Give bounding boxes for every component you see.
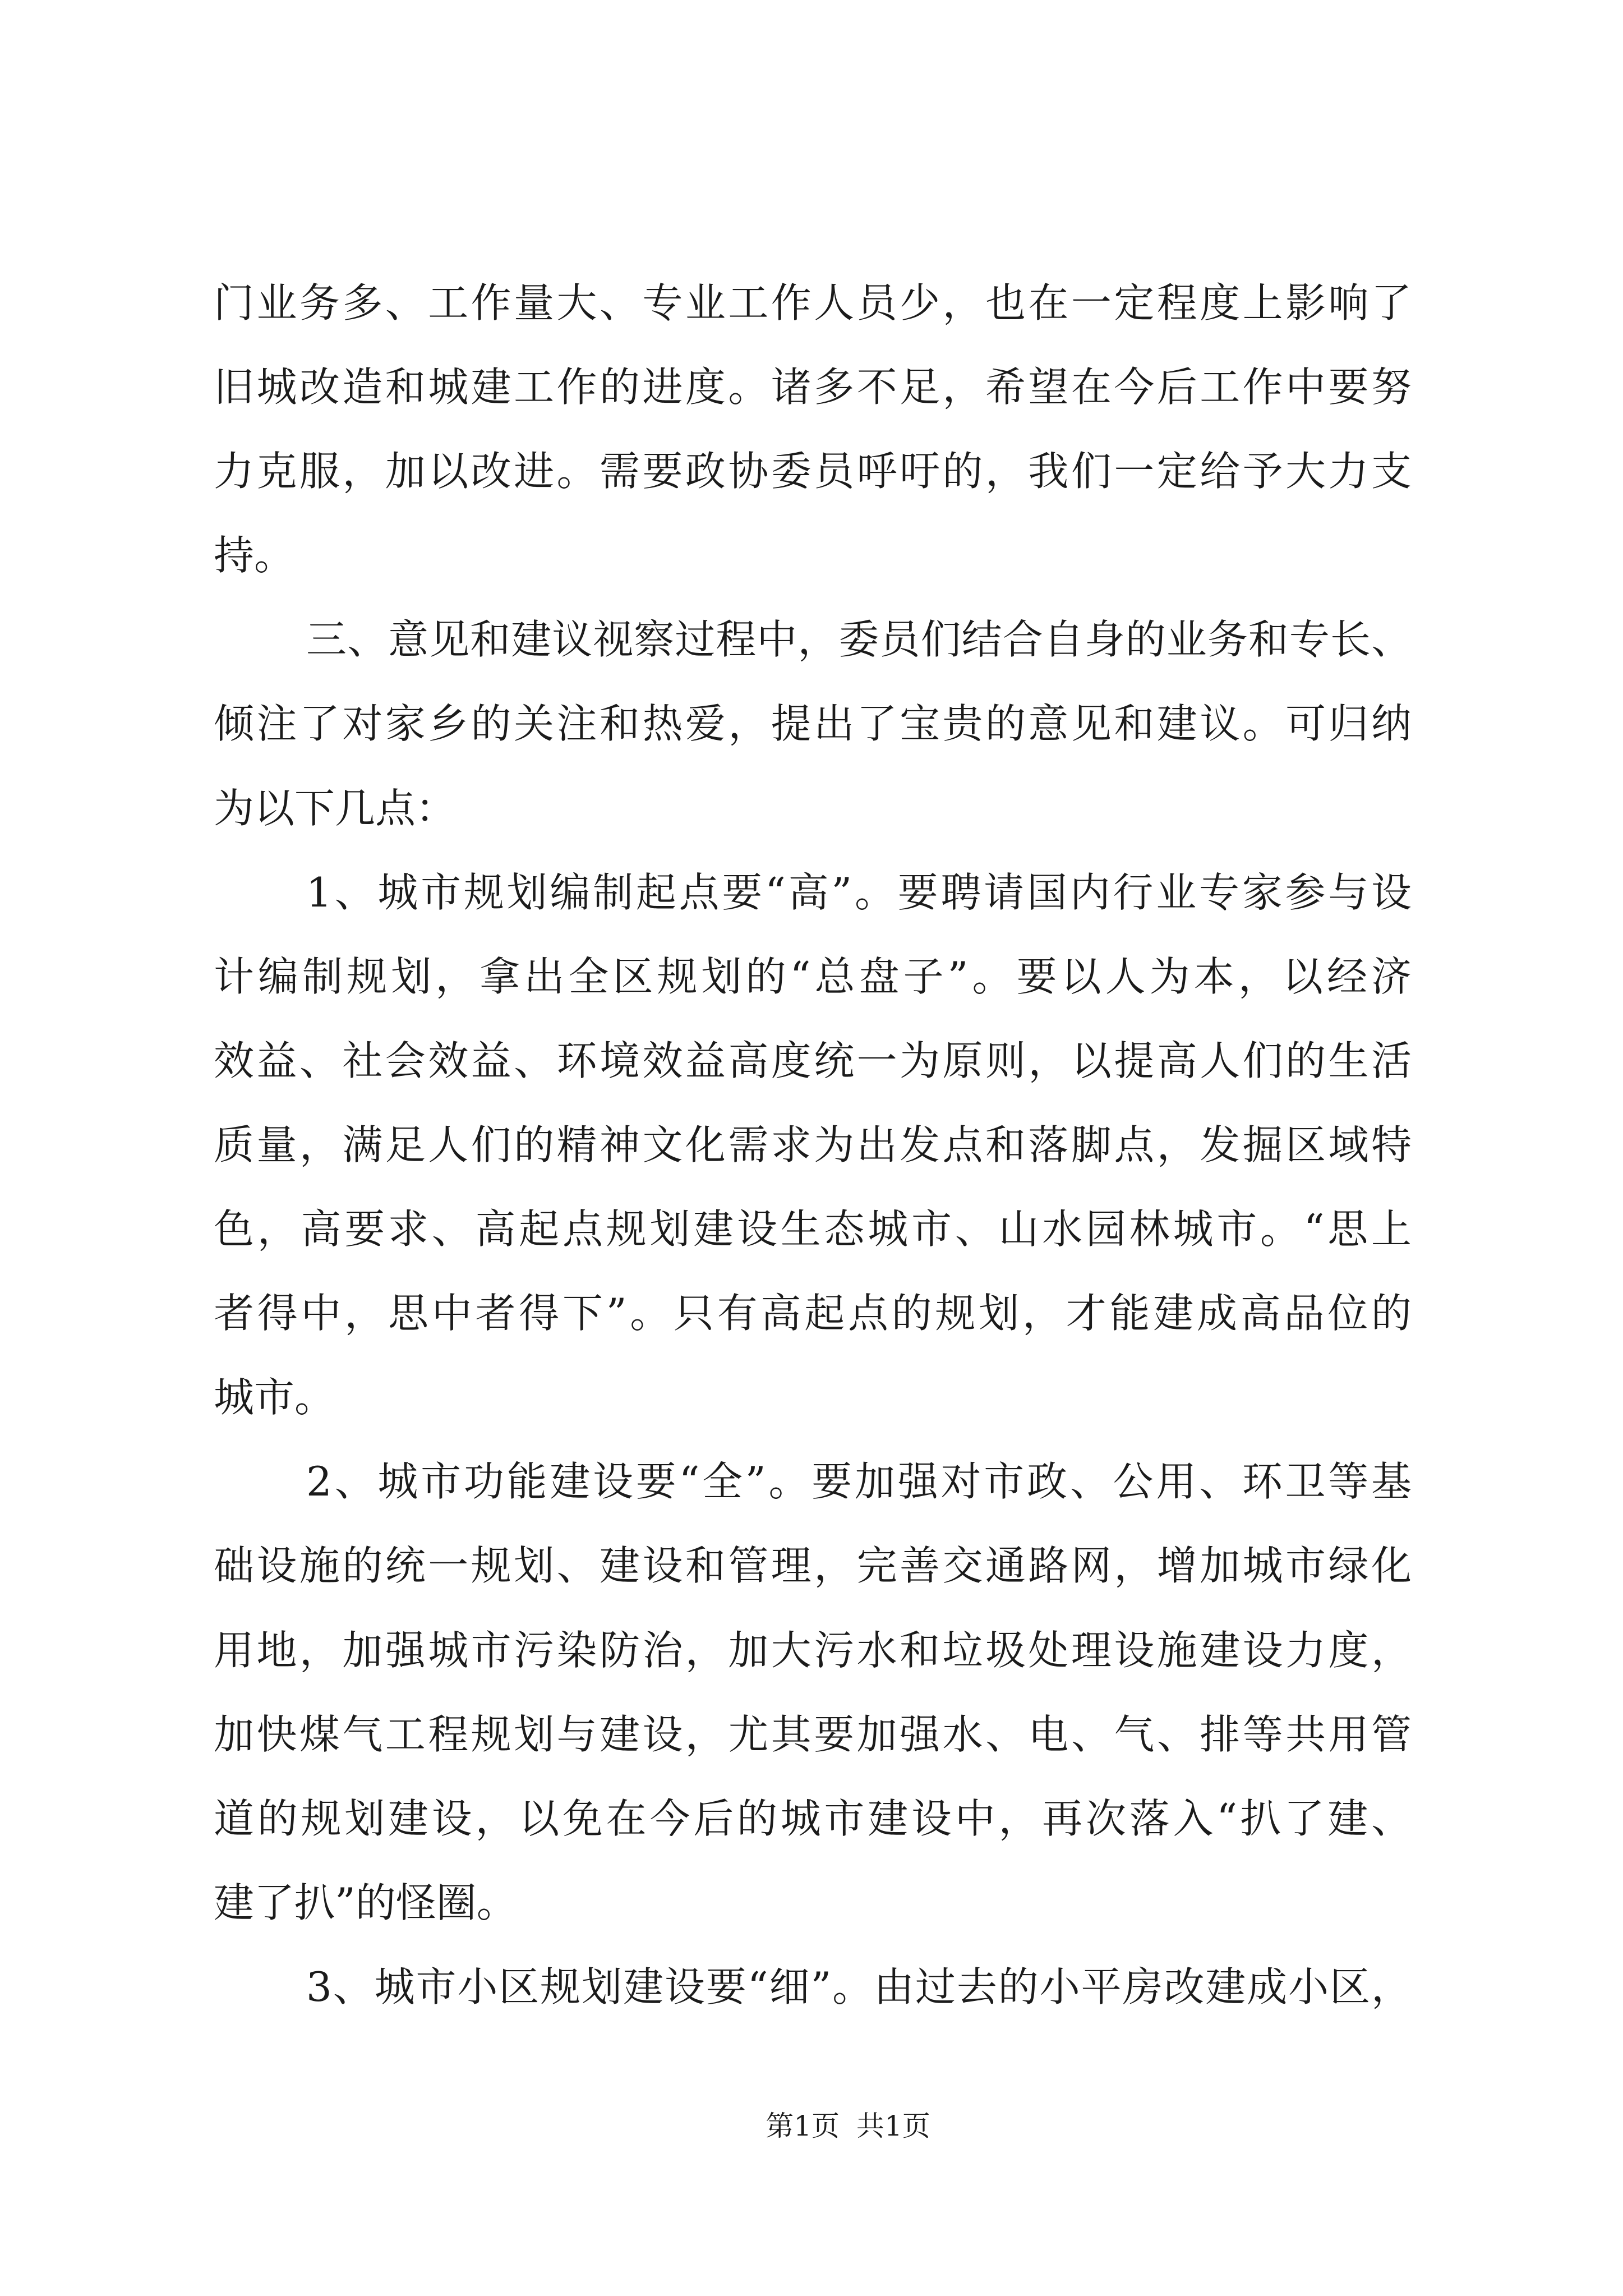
text-line: 为以下几点： xyxy=(214,784,457,832)
text-line: 用地，加强城市污染防治，加大污水和垃圾处理设施建设力度， xyxy=(214,1626,1412,1674)
text-line: 道的规划建设，以免在今后的城市建设中，再次落入“扒了建、 xyxy=(214,1795,1412,1842)
text-line: 色，高要求、高起点规划建设生态城市、山水园林城市。“思上 xyxy=(214,1205,1412,1253)
text-line: 持。 xyxy=(214,532,295,579)
paragraph-item-1 xyxy=(214,850,1412,1440)
text-line: 旧城改造和城建工作的进度。诸多不足，希望在今后工作中要努 xyxy=(214,364,1412,411)
paragraph-opinions-heading xyxy=(214,597,1412,850)
paragraph-continuation xyxy=(214,261,1412,597)
text-line: 3、城市小区规划建设要“细”。由过去的小平房改建成小区， xyxy=(306,1963,1412,2010)
document-body xyxy=(214,261,1412,2029)
text-line: 2、城市功能建设要“全”。要加强对市政、公用、环卫等基 xyxy=(306,1458,1412,1506)
text-line: 城市。 xyxy=(214,1374,335,1421)
text-line: 力克服，加以改进。需要政协委员呼吁的，我们一定给予大力支 xyxy=(214,448,1412,495)
text-line: 质量，满足人们的精神文化需求为出发点和落脚点，发掘区域特 xyxy=(214,1121,1412,1168)
paragraph-item-2 xyxy=(214,1439,1412,1945)
text-line: 建了扒”的怪圈。 xyxy=(214,1879,517,1926)
text-line: 者得中，思中者得下”。只有高起点的规划，才能建成高品位的 xyxy=(214,1290,1412,1337)
text-line: 1、城市规划编制起点要“高”。要聘请国内行业专家参与设 xyxy=(306,868,1412,916)
text-line: 效益、社会效益、环境效益高度统一为原则，以提高人们的生活 xyxy=(214,1037,1412,1084)
page-footer: 第1页 共1页 xyxy=(766,2110,930,2142)
text-line: 三、意见和建议视察过程中，委员们结合自身的业务和专长、 xyxy=(306,616,1412,664)
text-line: 门业务多、工作量大、专业工作人员少，也在一定程度上影响了 xyxy=(214,279,1412,326)
paragraph-item-3 xyxy=(214,1945,1412,2029)
text-line: 倾注了对家乡的关注和热爱，提出了宝贵的意见和建议。可归纳 xyxy=(214,700,1412,748)
text-line: 计编制规划，拿出全区规划的“总盘子”。要以人为本，以经济 xyxy=(214,953,1412,1000)
text-line: 加快煤气工程规划与建设，尤其要加强水、电、气、排等共用管 xyxy=(214,1710,1412,1758)
text-line: 础设施的统一规划、建设和管理，完善交通路网，增加城市绿化 xyxy=(214,1542,1412,1590)
